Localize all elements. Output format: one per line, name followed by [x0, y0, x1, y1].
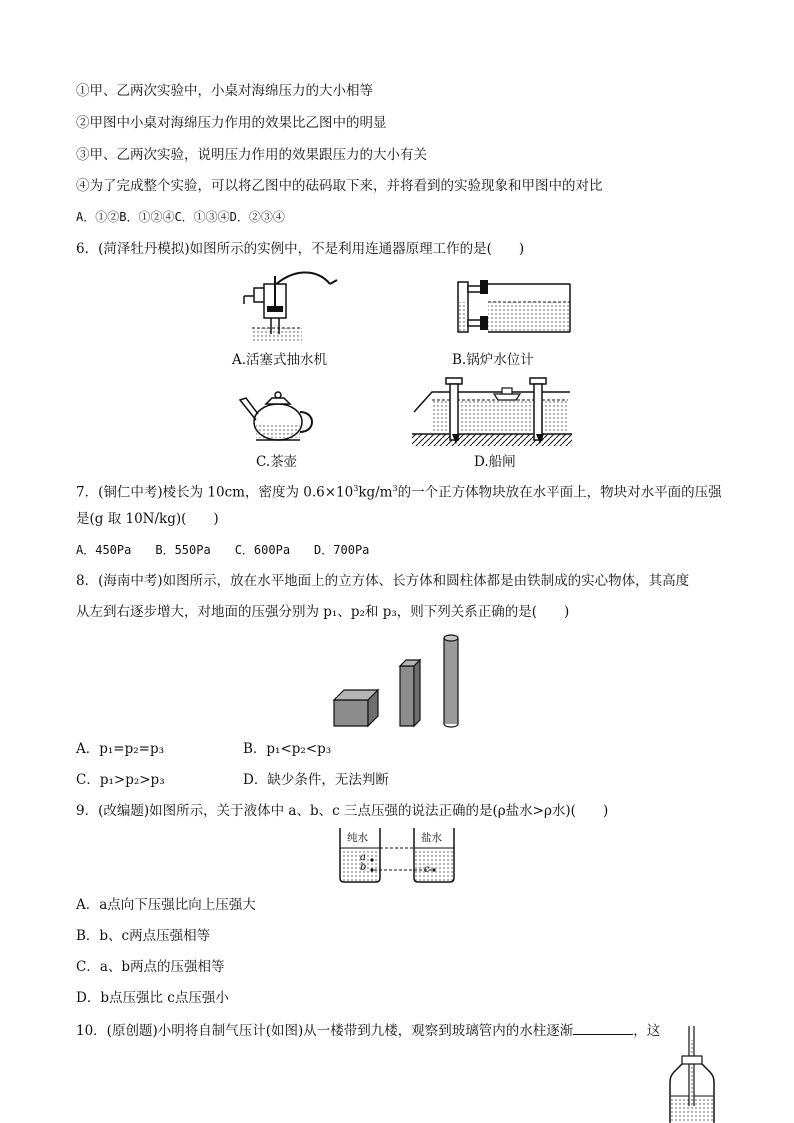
caption-d: D.船闸	[474, 454, 516, 470]
q8-option-b: B．p₁<p₂<p₃	[243, 741, 332, 757]
point-a-label: a	[360, 852, 366, 863]
point-c-label: c	[424, 864, 430, 875]
q8-stem-line2: 从左到右逐步增大，对地面的压强分别为 p₁、p₂和 p₃，则下列关系正确的是( )	[76, 604, 570, 620]
point-b-label: b	[360, 862, 367, 873]
label-pure-water: 纯水	[347, 832, 368, 844]
q7-stem-line2: 是(g 取 10N/kg)( )	[76, 511, 219, 527]
q10-stem: 10．(原创题)小明将自制气压计(如图)从一楼带到九楼，观察到玻璃管内的水柱逐渐 ，这	[76, 1023, 661, 1039]
caption-a: A.活塞式抽水机	[232, 352, 328, 368]
q8-option-d: D．缺少条件，无法判断	[243, 772, 389, 788]
q9-stem: 9．(改编题)如图所示，关于液体中 a、b、c 三点压强的说法正确的是(ρ盐水>ρ水)( )	[76, 803, 609, 819]
boiler-gauge-figure	[450, 276, 575, 338]
q9-option-a: A．a点向下压强比向上压强大	[76, 897, 256, 913]
q9-option-d: D．b点压强比 c点压强小	[76, 990, 229, 1006]
piston-pump-figure	[232, 266, 342, 346]
statement-1: ①甲、乙两次实验中，小桌对海绵压力的大小相等	[76, 83, 373, 99]
q8-stem: 8．(海南中考)如图所示，放在水平地面上的立方体、长方体和圆柱体都是由铁制成的实心物体，其高度	[76, 573, 690, 589]
q6-stem: 6．(菏泽牡丹模拟)如图所示的实例中，不是利用连通器原理工作的是( )	[76, 241, 525, 257]
statement-2: ②甲图中小桌对海绵压力作用的效果比乙图中的明显	[76, 115, 387, 131]
q9-option-b: B．b、c两点压强相等	[76, 928, 211, 944]
statement-4: ④为了完成整个实验，可以将乙图中的砝码取下来，并将看到的实验现象和甲图中的对比	[76, 178, 603, 194]
iron-solids-figure	[330, 632, 470, 728]
q8-option-a: A．p₁=p₂=p₃	[76, 741, 165, 757]
label-salt-water: 盐水	[421, 832, 442, 844]
answer-blank[interactable]	[573, 1022, 633, 1035]
q8-option-c: C．p₁>p₂>p₃	[76, 772, 165, 788]
caption-c: C.茶壶	[256, 454, 298, 470]
statement-3: ③甲、乙两次实验，说明压力作用的效果跟压力的大小有关	[76, 147, 427, 163]
ship-lock-figure	[412, 372, 572, 448]
caption-b: B.锅炉水位计	[452, 352, 534, 368]
barometer-bottle-figure	[666, 1026, 718, 1123]
q9-option-c: C．a、b两点的压强相等	[76, 959, 225, 975]
q7-options: A．450Pa B．550Pa C．600Pa D．700Pa	[76, 543, 370, 557]
q7-stem: 7．(铜仁中考)棱长为 10cm，密度为 $0.6\times 10^3kg/m^3$的一个正方体物块放在水平面上，物块对水平面的压强	[76, 484, 722, 501]
intro-options: A．①②B．①②④C．①③④D．②③④	[76, 210, 285, 224]
teapot-figure	[238, 384, 318, 446]
